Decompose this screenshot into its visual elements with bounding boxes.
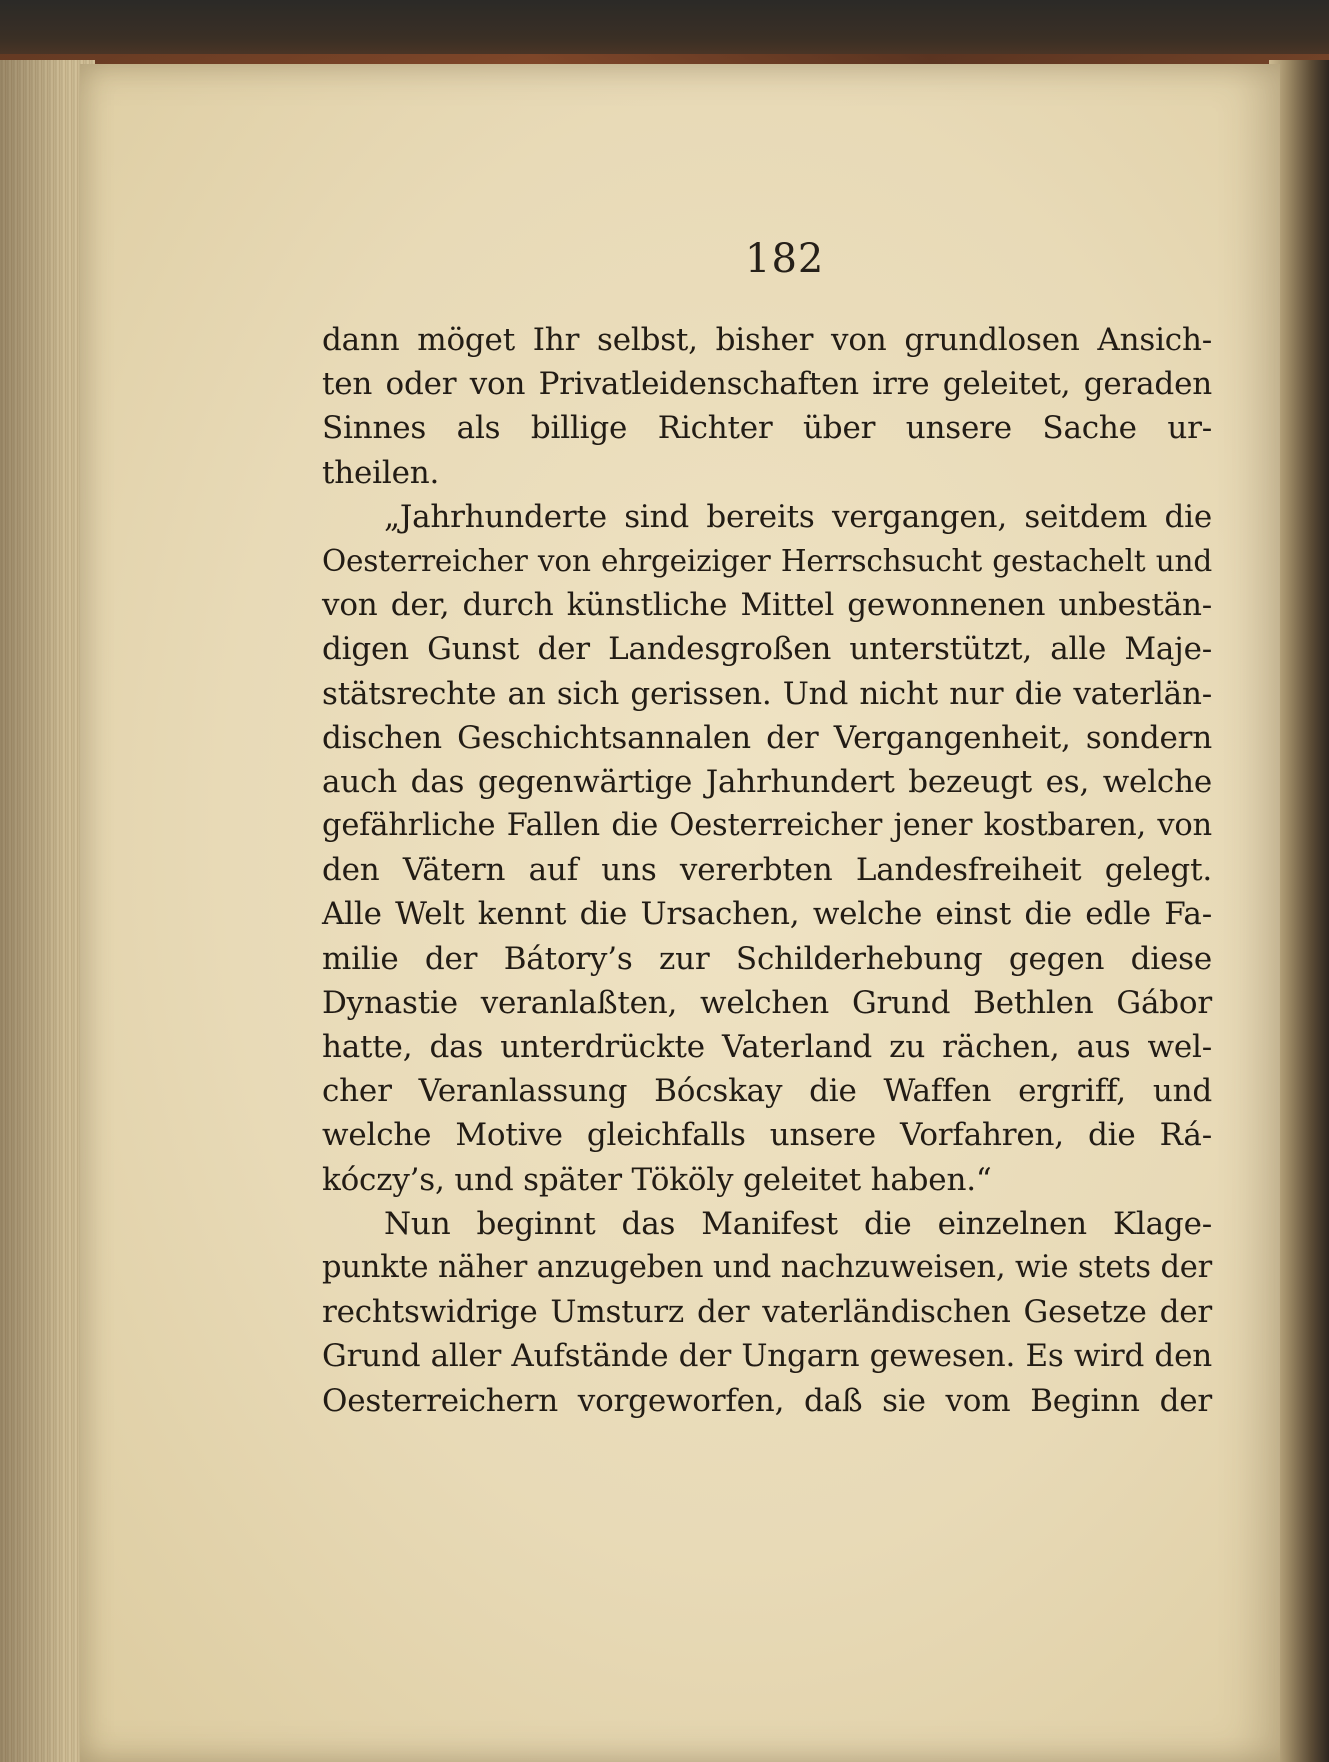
- text-line: cher Veranlassung Bócskay die Waffen ergriff, und: [322, 1073, 1212, 1110]
- text-line: Grund aller Aufstände der Ungarn gewesen. Es wird den: [322, 1338, 1212, 1375]
- text-line: punkte näher anzugeben und nachzuweisen, wie stets der: [322, 1249, 1212, 1285]
- text-line: rechtswidrige Umsturz der vaterländischen Gesetze der: [322, 1294, 1212, 1331]
- text-line: „Jahrhunderte sind bereits vergangen, seitdem die: [384, 498, 1212, 535]
- page-text-block: [322, 318, 1212, 1423]
- text-line: ten oder von Privatleidenschaften irre geleitet, geraden: [322, 366, 1212, 403]
- text-line: welche Motive gleichfalls unsere Vorfahren, die Rá-: [322, 1117, 1212, 1154]
- page-number: 182: [745, 236, 825, 282]
- text-line: dischen Geschichtsannalen der Vergangenheit, sondern: [322, 719, 1212, 756]
- text-line: Oesterreicher von ehrgeiziger Herrschsucht gestachelt und: [322, 543, 1212, 578]
- text-line: digen Gunst der Landesgroßen unterstützt, alle Maje-: [322, 631, 1212, 668]
- text-line: Oesterreichern vorgeworfen, daß sie vom Beginn der: [322, 1382, 1212, 1419]
- text-line: den Vätern auf uns vererbten Landesfreiheit gelegt.: [322, 852, 1212, 889]
- text-line: theilen.: [322, 454, 440, 491]
- text-line: dann möget Ihr selbst, bisher von grundlosen Ansich-: [322, 322, 1212, 358]
- text-line: kóczy’s, und später Tököly geleitet haben.“: [322, 1161, 992, 1198]
- text-line: Alle Welt kennt die Ursachen, welche einst die edle Fa-: [322, 896, 1212, 933]
- text-line: gefährliche Fallen die Oesterreicher jener kostbaren, von: [322, 808, 1212, 844]
- text-line: Nun beginnt das Manifest die einzelnen Klage-: [384, 1205, 1212, 1242]
- text-line: von der, durch künstliche Mittel gewonnenen unbestän-: [322, 587, 1212, 624]
- text-line: auch das gegenwärtige Jahrhundert bezeugt es, welche: [322, 763, 1212, 800]
- book-cover-edge: [0, 0, 1329, 70]
- text-line: Sinnes als billige Richter über unsere Sache ur-: [322, 410, 1212, 447]
- text-line: hatte, das unterdrückte Vaterland zu rächen, aus wel-: [322, 1029, 1212, 1065]
- text-line: Dynastie veranlaßten, welchen Grund Bethlen Gábor: [322, 984, 1212, 1021]
- text-line: milie der Bátory’s zur Schilderhebung gegen diese: [322, 940, 1212, 977]
- text-line: stätsrechte an sich gerissen. Und nicht nur die vaterlän-: [322, 675, 1212, 712]
